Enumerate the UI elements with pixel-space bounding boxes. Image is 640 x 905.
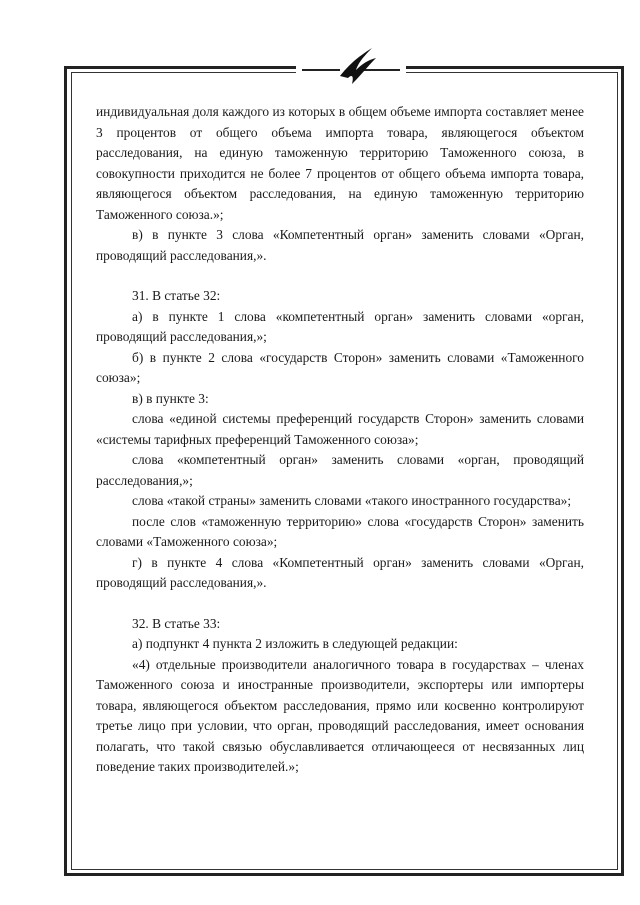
paragraph-item-v2: в) в пункте 3:: [132, 390, 209, 406]
paragraph-words-3: слова «такой страны» заменить словами «такого иностранного государства»;: [132, 493, 572, 508]
paragraph-item-b: б) в пункте 2 слова «государств Сторон» заменить словами «Таможенного союза»;: [96, 349, 584, 385]
paragraph-quote-4: «4) отдельные производители аналогичного товара в государствах – членах Таможенного союза и иностранные производители, экспортеры или импортеры товара, являющегося объектом расследования, прямо или косвенно контролируют третье лицо при условии, что орган, проводящий расследования, имеет основания полагать, что такой связью обуславливается отличающееся от несвязанных лиц поведение таких производителей.»;: [96, 656, 584, 774]
paragraph-words-2: слова «компетентный орган» заменить словами «орган, проводящий расследования,»;: [96, 452, 584, 488]
paragraph-item-v: в) в пункте 3 слова «Компетентный орган» заменить словами «Орган, проводящий расследования,».: [96, 227, 584, 263]
section-heading-32: 32. В статье 33:: [132, 615, 221, 631]
paragraph-item-a2: а) подпункт 4 пункта 2 изложить в следующей редакции:: [132, 636, 458, 651]
document-body: [96, 102, 584, 778]
paragraph-words-4: после слов «таможенную территорию» слова «государств Сторон» заменить словами «Таможенного союза»;: [96, 513, 584, 549]
paragraph-item-a: а) в пункте 1 слова «компетентный орган» заменить словами «орган, проводящий расследования,»;: [96, 308, 584, 344]
section-heading-31: 31. В статье 32:: [132, 288, 221, 303]
paragraph-item-g: г) в пункте 4 слова «Компетентный орган» заменить словами «Орган, проводящий расследования,».: [96, 554, 584, 590]
bird-emblem-icon: [300, 40, 402, 92]
paragraph-continuation: индивидуальная доля каждого из которых в общем объеме импорта составляет менее 3 процентов от общего объема импорта товара, являющегося объектом расследования, на единую таможенную территорию Таможенного союза, в совокупности приходится не более 7 процентов от общего объема импорта товара, являющегося объектом расследования, на единую таможенную территорию Таможенного союза.»;: [96, 104, 584, 222]
paragraph-words-1: слова «единой системы преференций государств Сторон» заменить словами «системы тарифных преференций Таможенного союза»;: [96, 411, 584, 447]
